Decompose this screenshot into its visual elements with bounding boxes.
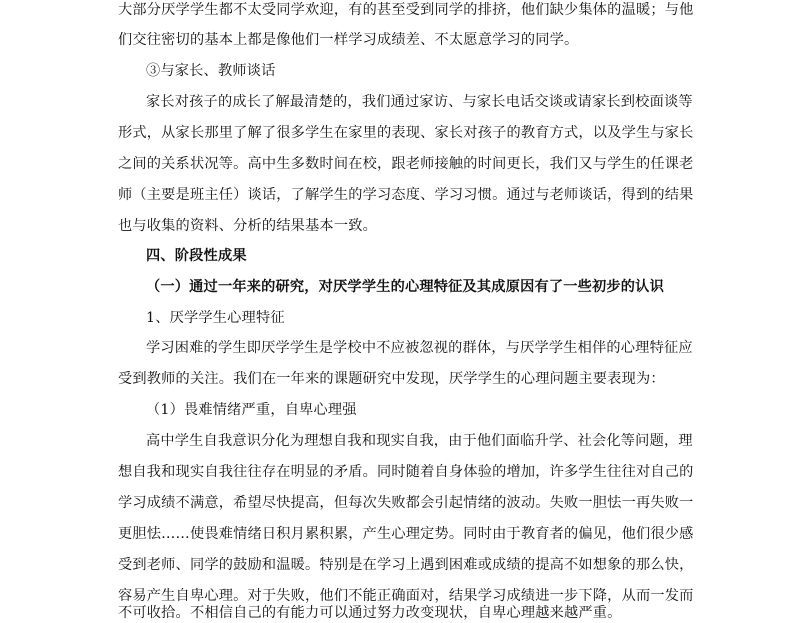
subsection-heading: （一）通过一年来的研究，对厌学学生的心理特征及其成原因有了一些初步的认识 xyxy=(146,279,664,295)
paragraph-line: 容易产生自卑心理。对于失败，他们不能正确面对，结果学习成绩进一步下降，从而一发而 xyxy=(118,588,694,604)
paragraph-line: 家长对孩子的成长了解最清楚的，我们通过家访、与家长电话交谈或请家长到校面谈等 xyxy=(146,94,693,110)
paragraph-line: 形式，从家长那里了解了很多学生在家里的表现、家长对孩子的教育方式，以及学生与家长 xyxy=(118,125,694,141)
paragraph-line: 也与收集的资料、分析的结果基本一致。 xyxy=(118,218,377,234)
paragraph-line: 师（主要是班主任）谈话，了解学生的学习态度、学习习惯。通过与老师谈话，得到的结果 xyxy=(118,187,694,203)
subsection-title: 1、厌学学生心理特征 xyxy=(146,310,285,326)
paragraph-line: 大部分厌学学生都不太受同学欢迎，有的甚至受到同学的排挤，他们缺少集体的温暖；与他 xyxy=(118,2,694,18)
paragraph-line: 受到老师、同学的鼓励和温暖。特别是在学习上遇到困难或成绩的提高不如想象的那么快， xyxy=(118,557,694,573)
paragraph-line: 学习成绩不满意，希望尽快提高，但每次失败都会引起情绪的波动。失败一胆怯一再失败一 xyxy=(118,495,694,511)
paragraph-line: 想自我和现实自我往往存在明显的矛盾。同时随着自身体验的增加，许多学生往往对自己的 xyxy=(118,464,694,480)
paragraph-line: 高中学生自我意识分化为理想自我和现实自我，由于他们面临升学、社会化等问题，理 xyxy=(146,433,693,449)
item-heading: （1）畏难情绪严重，自卑心理强 xyxy=(146,402,357,418)
paragraph-line: 不可收拾。不相信自己的有能力可以通过努力改变现状，自卑心理越来越严重。 xyxy=(118,605,622,621)
paragraph-line: 受到教师的关注。我们在一年来的课题研究中发现，厌学学生的心理问题主要表现为： xyxy=(118,371,665,387)
paragraph-line: 之间的关系状况等。高中生多数时间在校，跟老师接触的时间更长，我们又与学生的任课老 xyxy=(118,156,694,172)
paragraph-line: 们交往密切的基本上都是像他们一样学习成绩差、不太愿意学习的同学。 xyxy=(118,32,579,48)
paragraph-line: 学习困难的学生即厌学学生是学校中不应被忽视的群体，与厌学学生相伴的心理特征应 xyxy=(146,340,693,356)
paragraph-line: 更胆怯……使畏难情绪日积月累积累，产生心理定势。同时由于教育者的偏见，他们很少感 xyxy=(118,526,694,542)
section-heading: 四、阶段性成果 xyxy=(146,248,247,264)
section-subheading: ③与家长、教师谈话 xyxy=(146,63,276,79)
